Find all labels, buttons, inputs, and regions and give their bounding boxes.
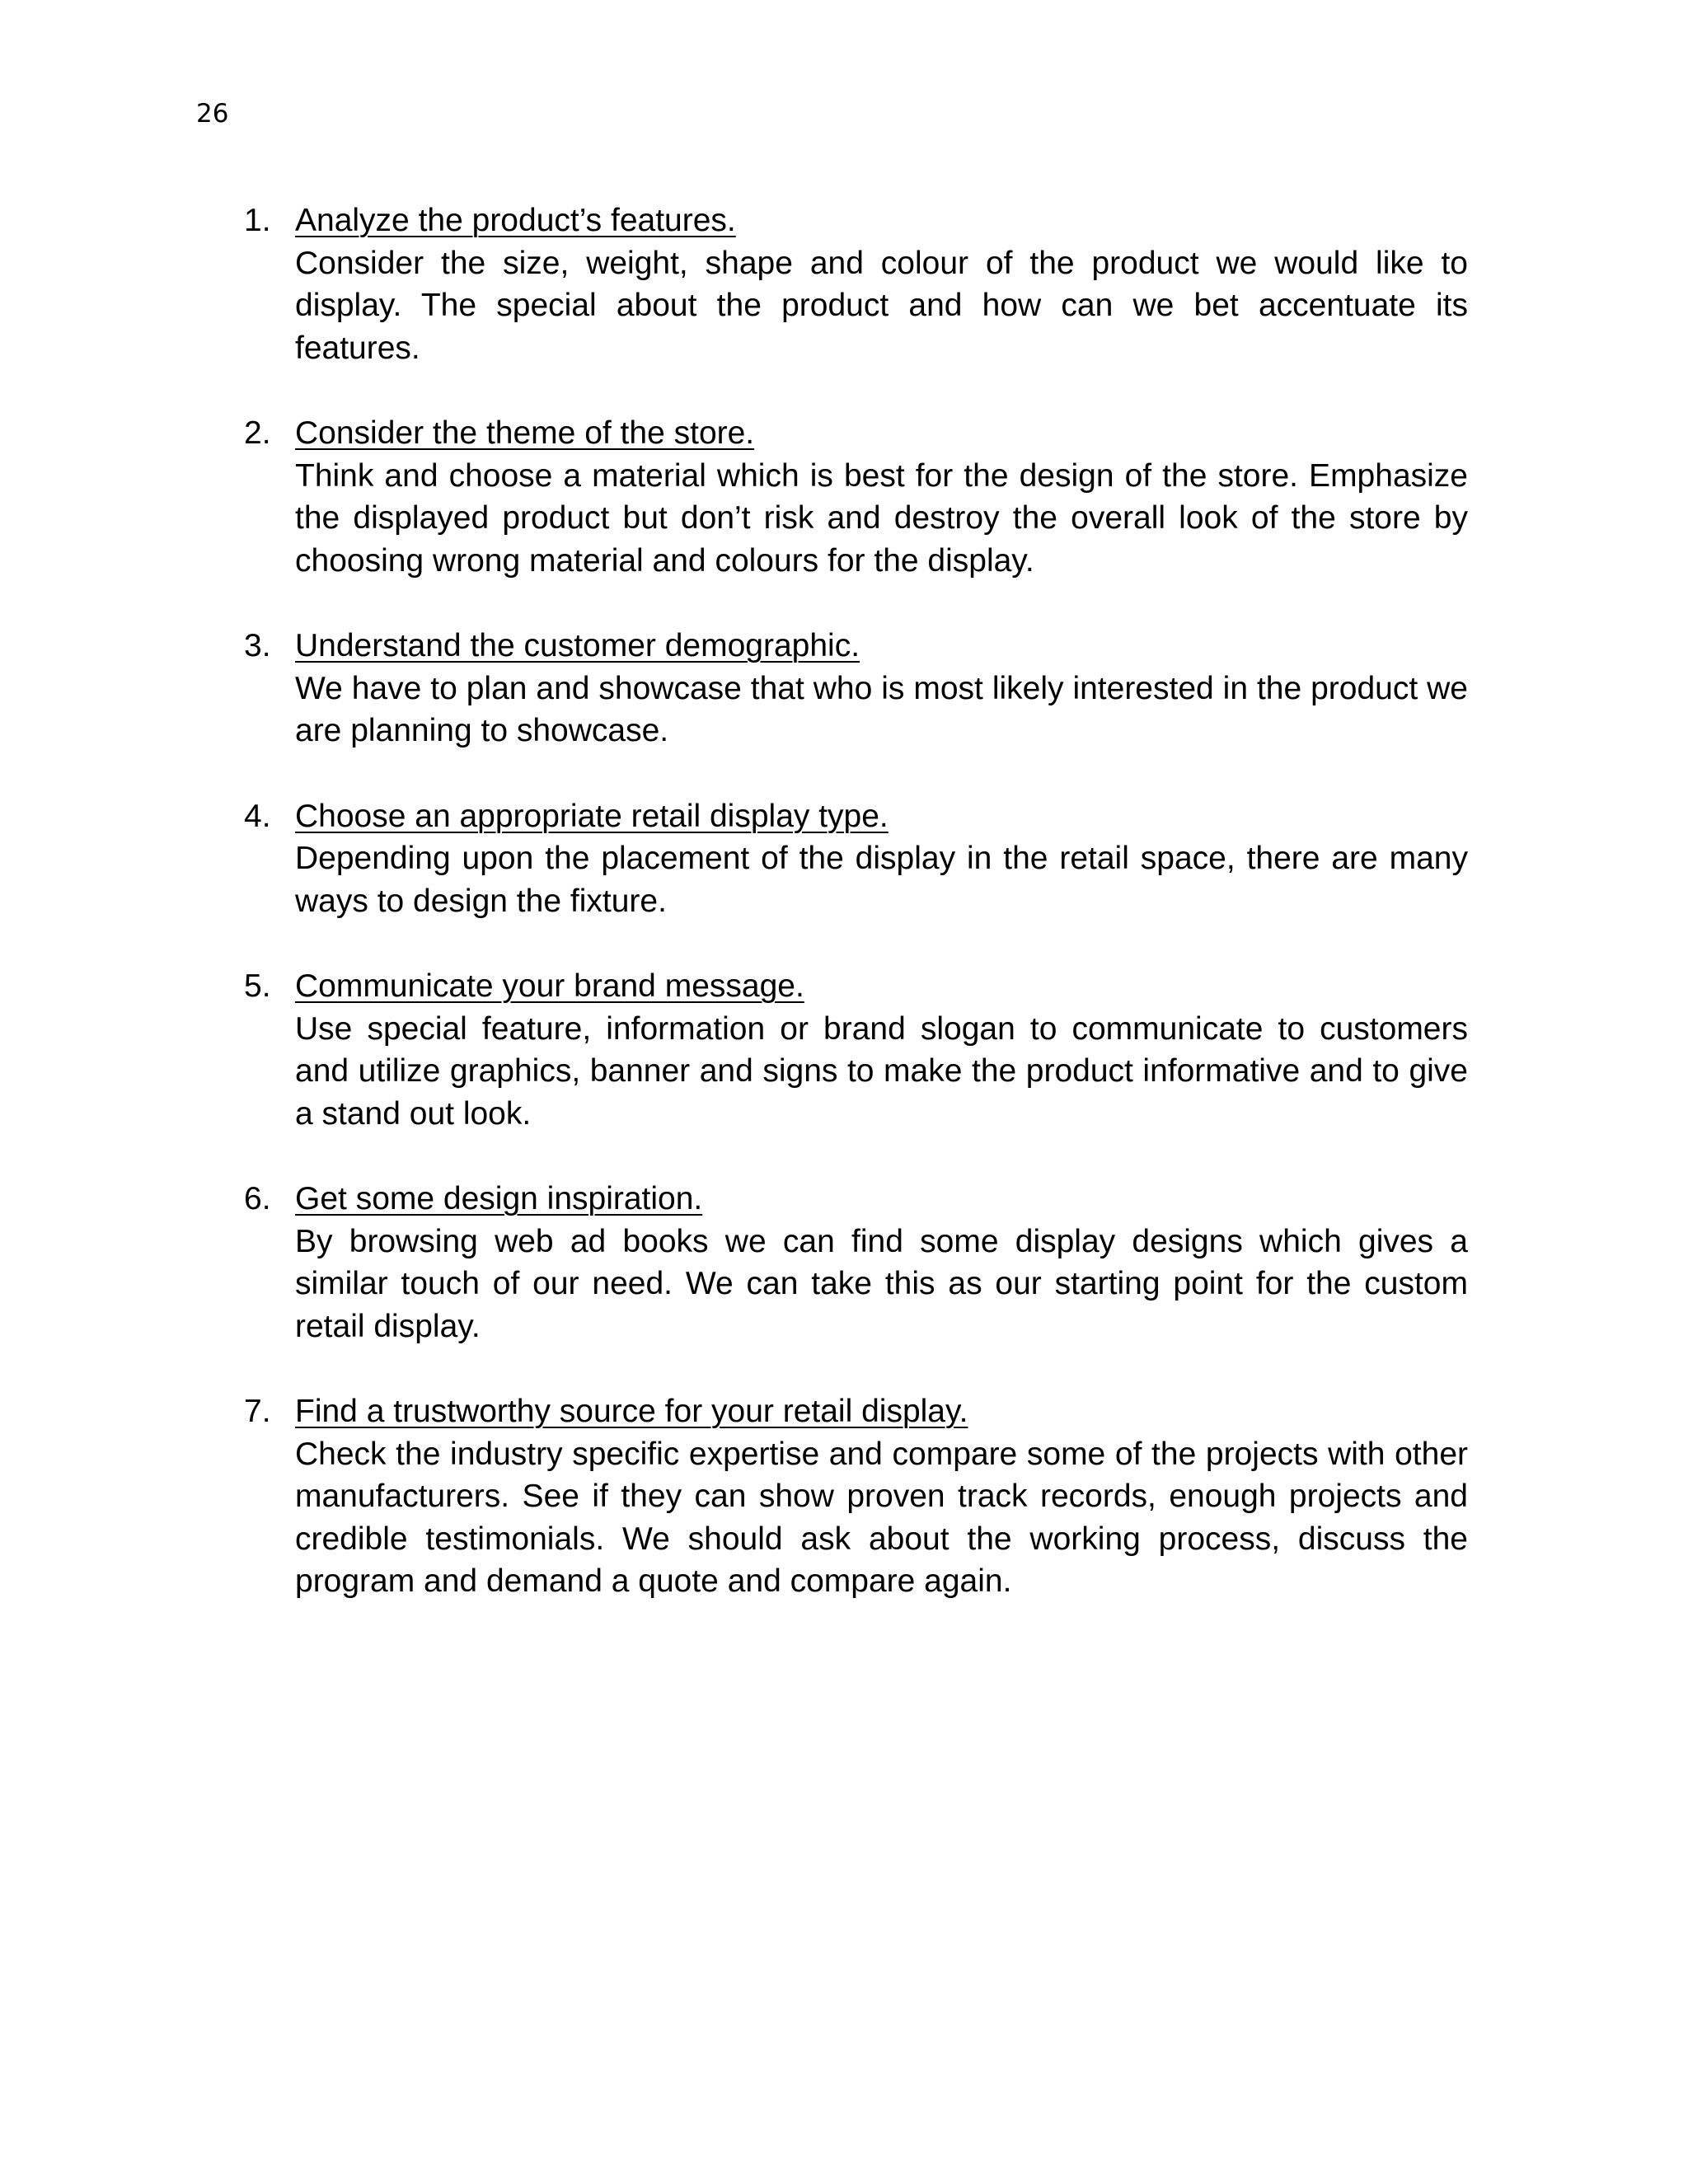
item-number: 6. (244, 1181, 271, 1216)
item-body: By browsing web ad books we can find some display designs which gives a similar touch of our need. We can take this as our starting point for the custom retail display. (295, 1223, 1468, 1344)
item-body: Consider the size, weight, shape and colour of the product we would like to display. The special about the product and how can we bet accentuate its features. (295, 245, 1468, 366)
list-item (244, 199, 1468, 369)
list-item (244, 412, 1468, 582)
item-heading: Communicate your brand message. (295, 968, 804, 1004)
numbered-list (244, 199, 1468, 1646)
list-item (244, 1390, 1468, 1603)
item-body: Check the industry specific expertise and compare some of the projects with other manufacturers. See if they can show proven track records, enough projects and credible testimonials. We should ask about the working process, discuss the program and demand a quote and compare again. (295, 1436, 1468, 1599)
item-heading: Consider the theme of the store. (295, 415, 755, 451)
item-number: 5. (244, 968, 271, 1004)
list-item (244, 625, 1468, 752)
item-body: Depending upon the placement of the display in the retail space, there are many ways to design the fixture. (295, 841, 1468, 919)
item-number: 3. (244, 628, 271, 663)
page-number: 26 (196, 99, 229, 129)
item-number: 7. (244, 1394, 271, 1429)
item-number: 2. (244, 415, 271, 451)
item-heading: Choose an appropriate retail display type. (295, 798, 889, 834)
item-heading: Understand the customer demographic. (295, 628, 860, 663)
item-body: Use special feature, information or brand slogan to communicate to customers and utilize graphics, banner and signs to make the product informative and to give a stand out look. (295, 1010, 1468, 1132)
item-body: We have to plan and showcase that who is most likely interested in the product we are planning to showcase. (295, 670, 1468, 748)
item-number: 1. (244, 203, 271, 238)
list-item (244, 965, 1468, 1135)
list-item (244, 1178, 1468, 1347)
item-heading: Get some design inspiration. (295, 1181, 703, 1216)
list-item (244, 795, 1468, 923)
item-number: 4. (244, 798, 271, 834)
item-heading: Find a trustworthy source for your retail display. (295, 1394, 968, 1429)
item-heading: Analyze the product’s features. (295, 203, 736, 238)
item-body: Think and choose a material which is best for the design of the store. Emphasize the displayed product but don’t risk and destroy the overall look of the store by choosing wrong material and colours for the display. (295, 457, 1468, 579)
